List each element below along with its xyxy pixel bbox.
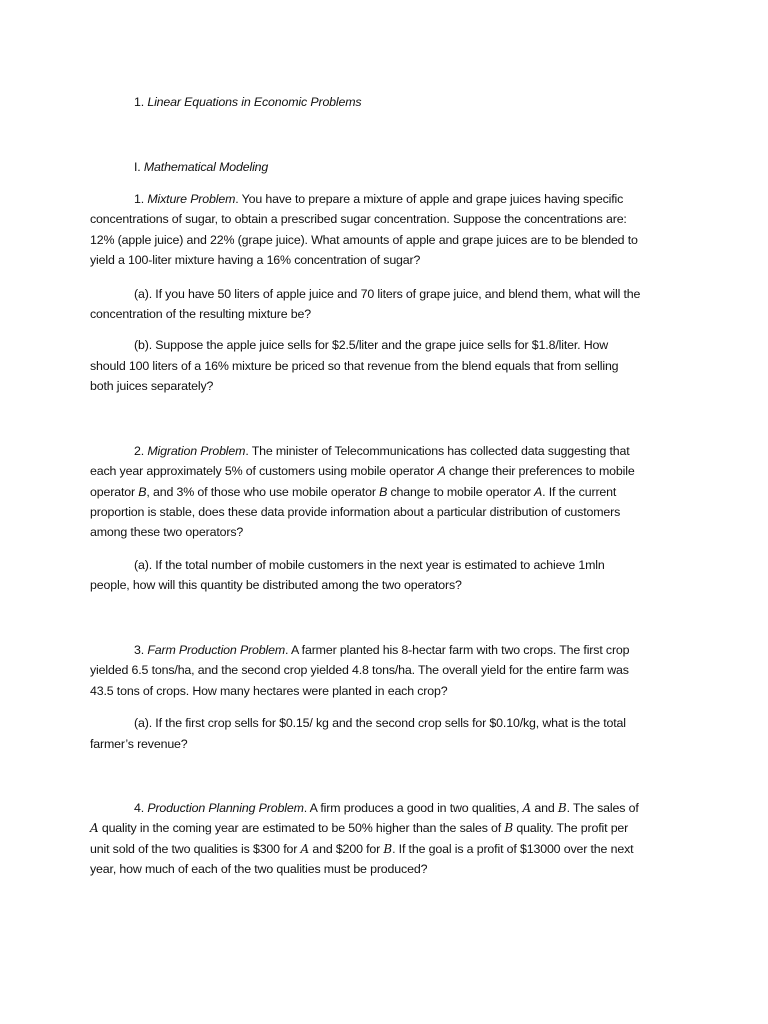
problem4-var-b: B [557, 801, 567, 815]
problem4-line1-text-a: . A firm produces a good in two qualities, [303, 801, 523, 815]
problem4-title: Production Planning Problem [147, 801, 304, 815]
problem2-line2-text-b: change their preferences to mobile [445, 464, 635, 478]
problem4-line1-text-b: and [531, 801, 558, 815]
problem3-text: . A farmer planted his 8-hectar farm with two crops. The first crop [285, 643, 630, 657]
problem1-part-a-line2: concentration of the resulting mixture be? [90, 307, 311, 321]
problem2-line3-text-b: , and 3% of those who use mobile operator [146, 485, 380, 499]
problem1-part-b-line1: (b). Suppose the apple juice sells for $2.5/liter and the grape juice sells for $1.8/liter. How [134, 338, 609, 352]
subsection-title [134, 157, 724, 178]
problem1-line1 [134, 189, 724, 210]
problem1-title: Mixture Problem [147, 192, 236, 206]
problem1-line3: 12% (apple juice) and 22% (grape juice). What amounts of apple and grape juices are to be blended to [90, 233, 638, 247]
problem3-title: Farm Production Problem [147, 643, 286, 657]
section-number: 1. [134, 95, 148, 109]
problem2-line3-text-c: change to mobile operator [387, 485, 535, 499]
problem2-part-a-line2: people, how will this quantity be distributed among the two operators? [90, 578, 462, 592]
subsection-title-text: Mathematical Modeling [143, 160, 269, 174]
problem2-var-b: B [138, 485, 147, 499]
problem2-part-a-line1: (a). If the total number of mobile customers in the next year is estimated to achieve 1mln [134, 558, 605, 572]
problem3-line1 [134, 640, 724, 661]
problem2-var-a-2: A [534, 485, 543, 499]
problem1-part-b-line2: should 100 liters of a 16% mixture be priced so that revenue from the blend equals that from selling [90, 359, 619, 373]
problem4-line2-text-b: quality. The profit per [513, 821, 629, 835]
section-title [134, 92, 724, 113]
problem3-part-a-line1: (a). If the first crop sells for $0.15/ kg and the second crop sells for $0.10/kg, what is the total [134, 716, 626, 730]
subsection-number: I. [134, 160, 144, 174]
problem2-title: Migration Problem [147, 444, 246, 458]
problem2-line1 [134, 441, 724, 462]
problem4-line1 [134, 798, 724, 819]
problem2-number: 2. [134, 444, 148, 458]
problem4-line3-text-b: and $200 for [309, 842, 384, 856]
problem2-text: . The minister of Telecommunications has collected data suggesting that [245, 444, 630, 458]
problem4-line3-text-a: unit sold of the two qualities is $300 for [90, 842, 301, 856]
problem4-line2-text-a: quality in the coming year are estimated to be 50% higher than the sales of [98, 821, 505, 835]
problem2-var-b-2: B [379, 485, 388, 499]
problem1-line4: yield a 100-liter mixture having a 16% concentration of sugar? [90, 253, 421, 267]
problem2-var-a: A [437, 464, 446, 478]
problem2-line2-text-a: each year approximately 5% of customers using mobile operator [90, 464, 438, 478]
problem3-part-a-line2: farmer’s revenue? [90, 737, 188, 751]
problem1-part-b-line3: both juices separately? [90, 379, 214, 393]
problem2-line4: proportion is stable, does these data provide information about a particular distribution of customers [90, 505, 621, 519]
problem4-line4: year, how much of each of the two qualities must be produced? [90, 862, 428, 876]
problem4-line2 [90, 818, 680, 839]
problem1-part-a-line1: (a). If you have 50 liters of apple juice and 70 liters of grape juice, and blend them, what will the [134, 287, 641, 301]
problem1-number: 1. [134, 192, 148, 206]
problem4-line3 [90, 839, 680, 860]
problem3-line2: yielded 6.5 tons/ha, and the second crop yielded 4.8 tons/ha. The overall yield for the entire farm was [90, 663, 629, 677]
problem1-text: . You have to prepare a mixture of apple and grape juices having specific [235, 192, 624, 206]
section-title-text: Linear Equations in Economic Problems [147, 95, 362, 109]
problem4-var-a-3: A [300, 842, 310, 856]
problem3-number: 3. [134, 643, 148, 657]
problem4-line1-text-c: . The sales of [566, 801, 639, 815]
problem1-line2: concentrations of sugar, to obtain a prescribed sugar concentration. Suppose the concentrations are: [90, 212, 627, 226]
problem3-line3: 43.5 tons of crops. How many hectares were planted in each crop? [90, 684, 448, 698]
problem4-number: 4. [134, 801, 148, 815]
problem4-var-b-2: B [504, 821, 514, 835]
problem4-var-a: A [522, 801, 532, 815]
problem2-line2 [90, 461, 680, 482]
problem4-var-b-3: B [383, 842, 393, 856]
problem4-var-a-2: A [90, 821, 99, 835]
problem2-line3-text-a: operator [90, 485, 139, 499]
problem2-line3-text-d: . If the current [542, 485, 617, 499]
problem2-line3 [90, 482, 680, 503]
problem2-line5: among these two operators? [90, 525, 244, 539]
problem4-line3-text-c: . If the goal is a profit of $13000 over the next [392, 842, 634, 856]
